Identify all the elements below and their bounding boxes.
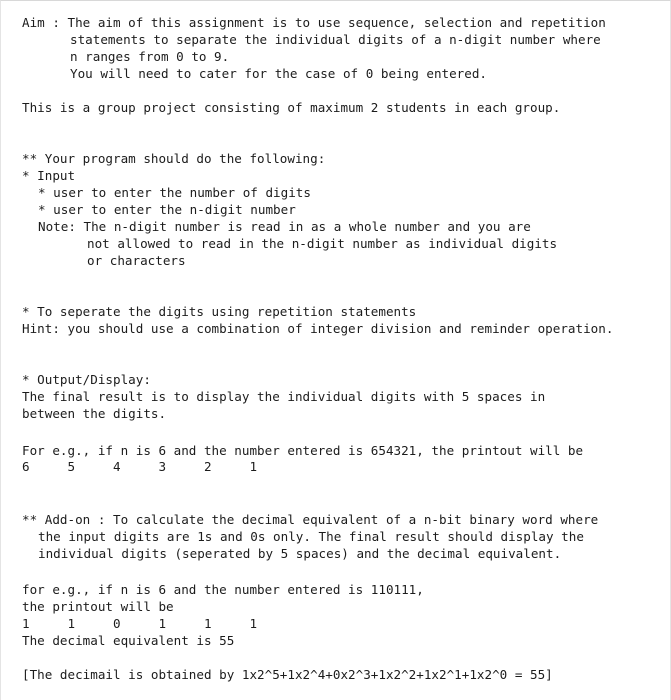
example-line-1: For e.g., if n is 6 and the number entered is 654321, the printout will be (22, 443, 584, 458)
output-line-2: between the digits. (22, 406, 167, 421)
input-item-1: * user to enter the number of digits (38, 185, 311, 200)
separate-digits-line: * To seperate the digits using repetition statements (22, 304, 417, 319)
output-line-1: The final result is to display the individual digits with 5 spaces in (22, 389, 546, 404)
addon-line-2: the input digits are 1s and 0s only. The final result should display the (38, 529, 584, 544)
aim-line-2: statements to separate the individual digits of a n-digit number where (70, 32, 601, 47)
input-heading: * Input (22, 168, 76, 183)
binary-example-line-2: the printout will be (22, 599, 174, 614)
input-note-line-3: or characters (87, 253, 186, 268)
example-digits-output: 6 5 4 3 2 1 (22, 459, 258, 474)
binary-digits-output: 1 1 0 1 1 1 (22, 616, 258, 631)
hint-line: Hint: you should use a combination of integer division and reminder operation. (22, 321, 614, 336)
input-item-2: * user to enter the n-digit number (38, 202, 296, 217)
aim-line-4: You will need to cater for the case of 0 being entered. (70, 66, 488, 81)
decimal-explanation-line: [The decimail is obtained by 1x2^5+1x2^4+0x2^3+1x2^2+1x2^1+1x2^0 = 55] (22, 667, 553, 682)
input-note-line-2: not allowed to read in the n-digit number as individual digits (87, 236, 558, 251)
aim-line-3: n ranges from 0 to 9. (70, 49, 230, 64)
addon-line-3: individual digits (seperated by 5 spaces) and the decimal equivalent. (38, 546, 562, 561)
aim-line-1: Aim : The aim of this assignment is to use sequence, selection and repetition (22, 15, 606, 30)
group-project-line: This is a group project consisting of maximum 2 students in each group. (22, 100, 561, 115)
addon-line-1: ** Add-on : To calculate the decimal equivalent of a n-bit binary word where (22, 512, 599, 527)
requirements-heading: ** Your program should do the following: (22, 151, 326, 166)
input-note-line-1: Note: The n-digit number is read in as a whole number and you are (38, 219, 531, 234)
output-heading: * Output/Display: (22, 372, 151, 387)
binary-example-line-1: for e.g., if n is 6 and the number entered is 110111, (22, 582, 424, 597)
decimal-equivalent-line: The decimal equivalent is 55 (22, 633, 235, 648)
